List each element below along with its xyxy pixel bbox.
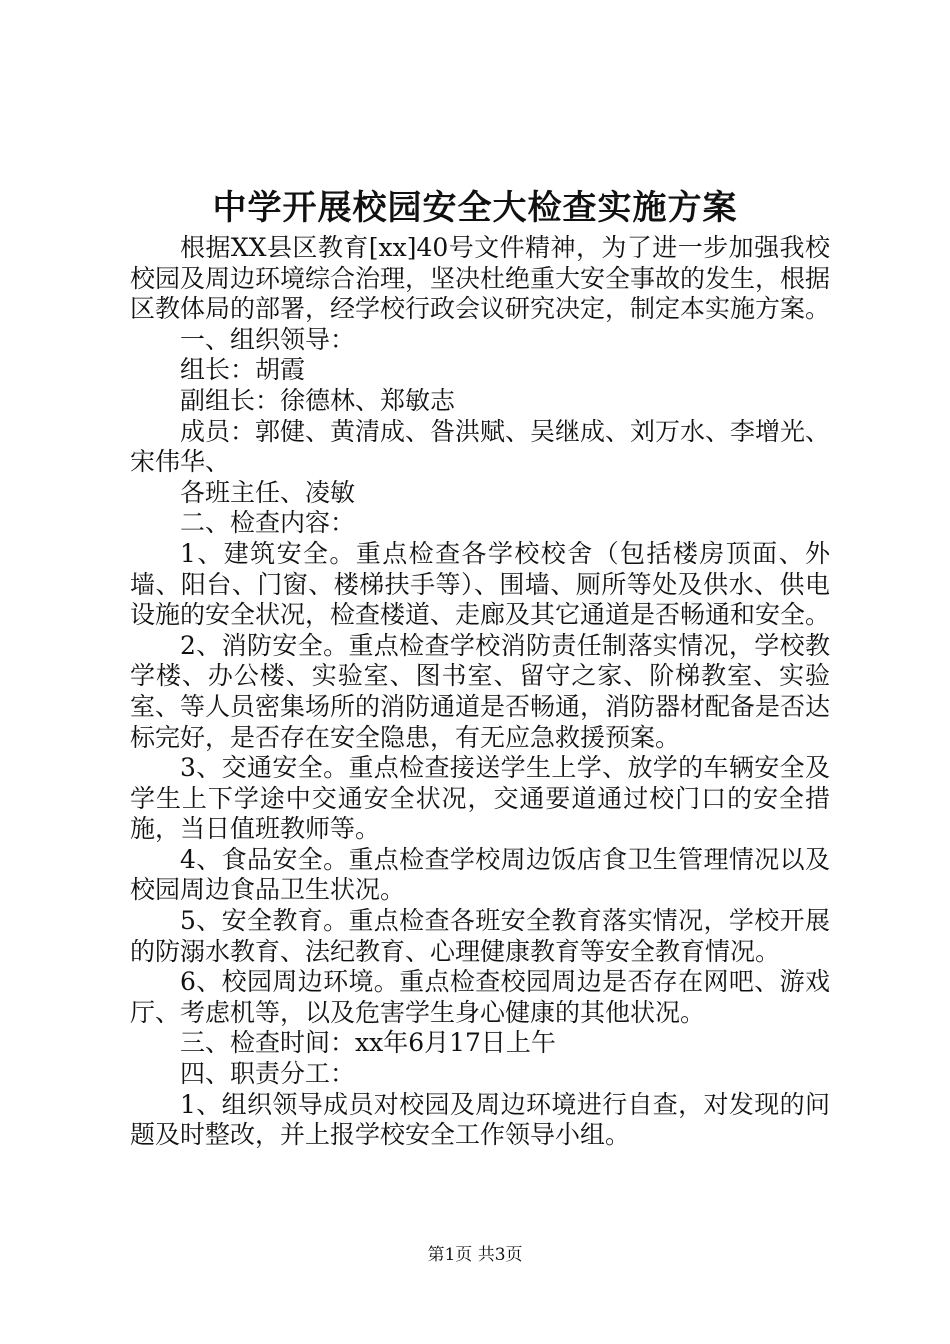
page-footer: 第1页 共3页 — [427, 1245, 523, 1265]
paragraph: 2、消防安全。重点检查学校消防责任制落实情况，学校教学楼、办公楼、实验室、图书室、留守之家、阶梯教室、实验室、等人员密集场所的消防通道是否畅通，消防器材配备是否达标完好，是否存在安全隐患，有无应急救援预案。 — [130, 630, 831, 752]
document-title: 中学开展校园安全大检查实施方案 — [212, 188, 738, 228]
paragraph: 副组长：徐德林、郑敏志 — [180, 385, 456, 415]
paragraph: 1、建筑安全。重点检查各学校校舍（包括楼房顶面、外墙、阳台、门窗、楼梯扶手等）、围墙、厕所等处及供水、供电设施的安全状况，检查楼道、走廊及其它通道是否畅通和安全。 — [130, 538, 831, 630]
paragraph: 5、安全教育。重点检查各班安全教育落实情况，学校开展的防溺水教育、法纪教育、心理健康教育等安全教育情况。 — [130, 906, 830, 966]
paragraph: 根据XX县区教育[xx]40号文件精神，为了进一步加强我校校园及周边环境综合治理，坚决杜绝重大安全事故的发生，根据区教体局的部署，经学校行政会议研究决定，制定本实施方案。 — [130, 233, 831, 324]
paragraph: 成员：郭健、黄清成、昝洪赋、吴继成、刘万水、李增光、宋伟华、 — [130, 416, 831, 477]
paragraph: 组长：胡霞 — [180, 355, 306, 385]
section-heading: 三、检查时间：xx年6月17日上午 — [180, 1028, 556, 1058]
paragraph: 1、组织领导成员对校园及周边环境进行自查，对发现的问题及时整改，并上报学校安全工作领导小组。 — [130, 1089, 830, 1150]
paragraph: 各班主任、凌敏 — [180, 477, 356, 507]
paragraph: 4、食品安全。重点检查学校周边饭店食卫生管理情况以及校园周边食品卫生状况。 — [130, 844, 830, 905]
section-heading: 一、组织领导： — [180, 324, 356, 354]
section-heading: 二、检查内容： — [180, 508, 356, 538]
document-body — [130, 233, 830, 1151]
paragraph: 6、校园周边环境。重点检查校园周边是否存在网吧、游戏厅、考虑机等，以及危害学生身心健康的其他状况。 — [130, 967, 830, 1027]
section-heading: 四、职责分工： — [180, 1059, 356, 1089]
paragraph: 3、交通安全。重点检查接送学生上学、放学的车辆安全及学生上下学途中交通安全状况，交通要道通过校门口的安全措施，当日值班教师等。 — [130, 753, 830, 844]
